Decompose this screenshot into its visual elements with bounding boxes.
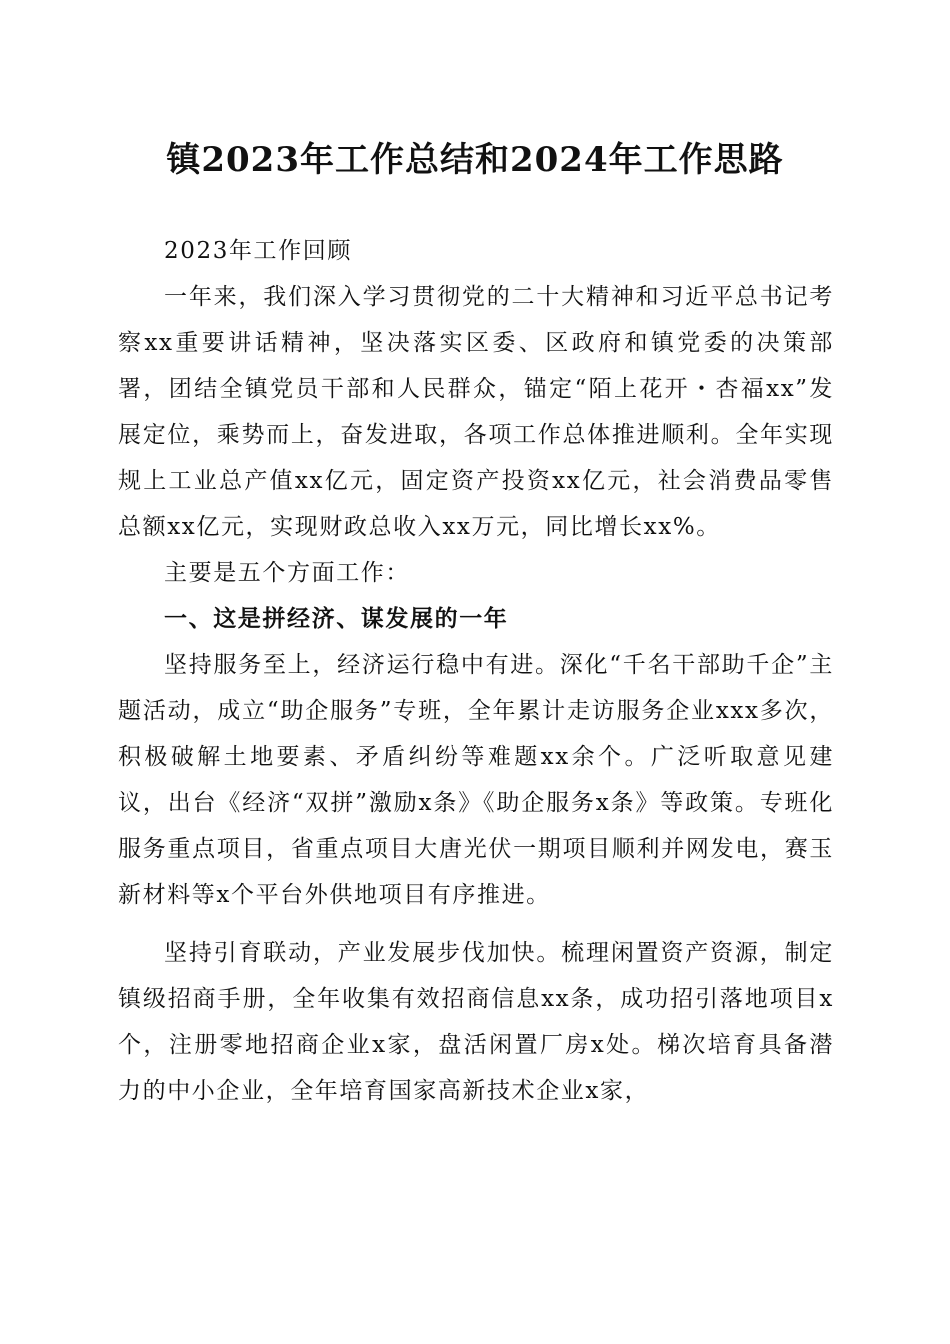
section-heading-review: 2023年工作回顾 xyxy=(164,238,352,264)
paragraph-service: 坚持服务至上，经济运行稳中有进。深化“千名干部助千企”主题活动，成立“助企服务”专班，全年累计走访服务企业xxx多次，积极破解土地要素、矛盾纠纷等难题xx余个。广泛听取意见建议，出台《经济“双拼”激励x条》《助企服务x条》等政策。专班化服务重点项目，省重点项目大唐光伏一期项目顺利并网发电，赛玉新材料等x个平台外供地项目有序推进。 xyxy=(118,652,834,908)
paragraph-five-aspects: 主要是五个方面工作： xyxy=(164,560,410,586)
document-title: 镇2023年工作总结和2024年工作思路 xyxy=(166,140,784,180)
bold-heading-economy: 一、这是拼经济、谋发展的一年 xyxy=(164,606,509,632)
paragraph-overview: 一年来，我们深入学习贯彻党的二十大精神和习近平总书记考察xx重要讲话精神，坚决落实区委、区政府和镇党委的决策部署，团结全镇党员干部和人民群众，锚定“陌上花开・杏福xx”发展定位，乘势而上，奋发进取，各项工作总体推进顺利。全年实现规上工业总产值xx亿元，固定资产投资xx亿元，社会消费品零售总额xx亿元，实现财政总收入xx万元，同比增长xx%。 xyxy=(118,284,834,540)
document-body xyxy=(118,228,834,1114)
paragraph-industry: 坚持引育联动，产业发展步伐加快。梳理闲置资产资源，制定镇级招商手册，全年收集有效招商信息xx条，成功招引落地项目x个，注册零地招商企业x家，盘活闲置厂房x处。梯次培育具备潜力的中小企业，全年培育国家高新技术企业x家， xyxy=(118,940,834,1104)
